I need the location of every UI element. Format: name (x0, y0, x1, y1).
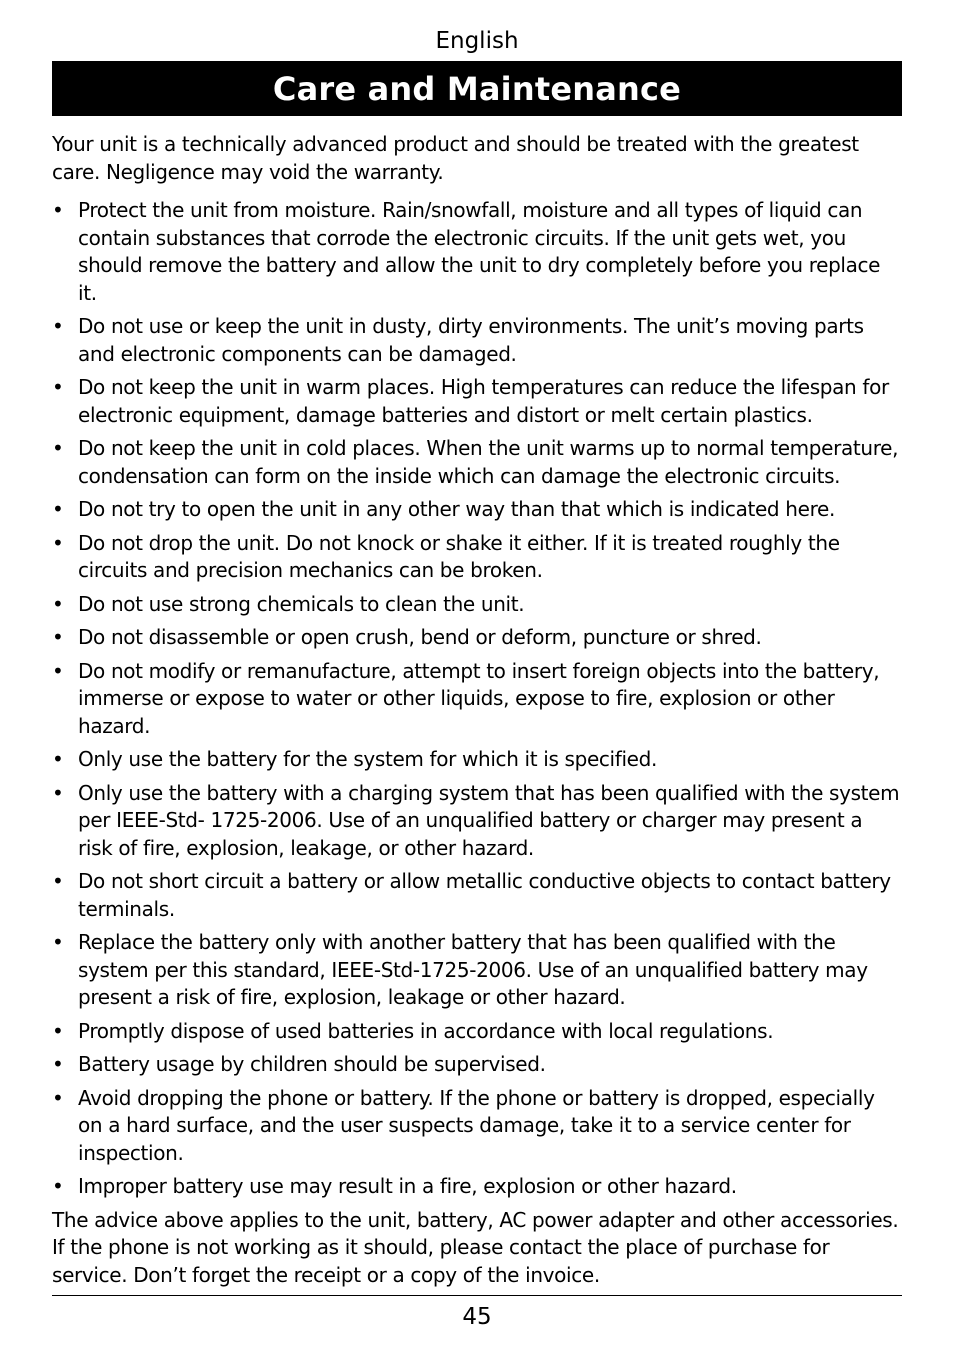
bullet-icon: • (52, 314, 64, 338)
list-item (52, 929, 902, 1012)
bullet-icon: • (52, 747, 64, 771)
bullet-icon: • (52, 1174, 64, 1198)
bullet-icon: • (52, 530, 64, 555)
care-list (52, 197, 902, 1201)
bullet-icon: • (52, 1052, 64, 1076)
bullet-icon: • (52, 658, 64, 683)
list-item-text: Do not use strong chemicals to clean the unit. (78, 591, 525, 616)
list-item (52, 624, 902, 652)
list-item (52, 496, 902, 524)
list-item (52, 658, 902, 741)
page-title: Care and Maintenance (272, 69, 682, 108)
bullet-icon: • (52, 780, 64, 805)
list-item-text: Do not disassemble or open crush, bend or deform, puncture or shred. (78, 625, 762, 649)
list-item-text: Do not use or keep the unit in dusty, dirty environments. The unit’s moving parts and electronic components can be damaged. (78, 314, 864, 366)
bullet-icon: • (52, 930, 64, 954)
list-item-text: Avoid dropping the phone or battery. If the phone or battery is dropped, especially on a hard surface, and the user suspects damage, take it to a service center for inspection. (78, 1085, 875, 1165)
list-item (52, 1085, 902, 1168)
list-item-text: Do not keep the unit in cold places. When the unit warms up to normal temperature, condensation can form on the inside which can damage the electronic circuits. (78, 436, 899, 488)
content-body (52, 131, 902, 1289)
closing-paragraph: The advice above applies to the unit, battery, AC power adapter and other accessories. If the phone is not working as it should, please contact the place of purchase for service. Don’t forget the receipt or a copy of the invoice. (52, 1207, 899, 1287)
list-item (52, 435, 902, 490)
title-bar (52, 61, 902, 116)
bullet-icon: • (52, 625, 64, 649)
list-item (52, 746, 902, 774)
list-item (52, 1173, 902, 1201)
list-item (52, 374, 902, 429)
list-item (52, 591, 902, 619)
list-item-text: Improper battery use may result in a fire, explosion or other hazard. (78, 1174, 737, 1198)
language-label: English (435, 28, 519, 54)
list-item-text: Replace the battery only with another battery that has been qualified with the system per this standard, IEEE-Std-1725-2006. Use of an unqualified battery may present a risk of fire, explosion, leakage or other hazard. (78, 930, 868, 1009)
bullet-icon: • (52, 436, 64, 460)
page-number: 45 (462, 1304, 492, 1330)
bullet-icon: • (52, 375, 64, 399)
bullet-icon: • (52, 591, 64, 616)
footer-divider (52, 1295, 902, 1296)
bullet-icon: • (52, 869, 64, 893)
list-item (52, 780, 902, 863)
list-item (52, 313, 902, 368)
list-item (52, 868, 902, 923)
list-item-text: Do not try to open the unit in any other way than that which is indicated here. (78, 497, 835, 521)
intro-paragraph: Your unit is a technically advanced product and should be treated with the greatest care. Negligence may void the warranty. (52, 132, 859, 184)
list-item-text: Battery usage by children should be supervised. (78, 1052, 546, 1076)
list-item-text: Protect the unit from moisture. Rain/snowfall, moisture and all types of liquid can contain substances that corrode the electronic circuits. If the unit gets wet, you should remove the battery and allow the unit to dry completely before you replace it. (78, 198, 881, 305)
list-item (52, 1018, 902, 1046)
bullet-icon: • (52, 1018, 64, 1043)
list-item-text: Only use the battery with a charging system that has been qualified with the system per IEEE-Std- 1725-2006. Use of an unqualified battery or charger may present a risk of fire, explosion, leakage, or other hazard. (78, 780, 900, 860)
list-item-text: Only use the battery for the system for which it is specified. (78, 747, 657, 771)
list-item (52, 530, 902, 585)
list-item-text: Do not short circuit a battery or allow metallic conductive objects to contact battery terminals. (78, 869, 891, 921)
list-item-text: Do not modify or remanufacture, attempt to insert foreign objects into the battery, immerse or expose to water or other liquids, expose to fire, explosion or other hazard. (78, 658, 880, 738)
list-item (52, 197, 902, 307)
list-item-text: Do not keep the unit in warm places. High temperatures can reduce the lifespan for electronic equipment, damage batteries and distort or melt certain plastics. (78, 375, 889, 427)
bullet-icon: • (52, 1085, 64, 1110)
bullet-icon: • (52, 198, 64, 222)
list-item (52, 1051, 902, 1079)
bullet-icon: • (52, 497, 64, 521)
list-item-text: Do not drop the unit. Do not knock or shake it either. If it is treated roughly the circuits and precision mechanics can be broken. (78, 530, 840, 582)
list-item-text: Promptly dispose of used batteries in accordance with local regulations. (78, 1018, 774, 1043)
